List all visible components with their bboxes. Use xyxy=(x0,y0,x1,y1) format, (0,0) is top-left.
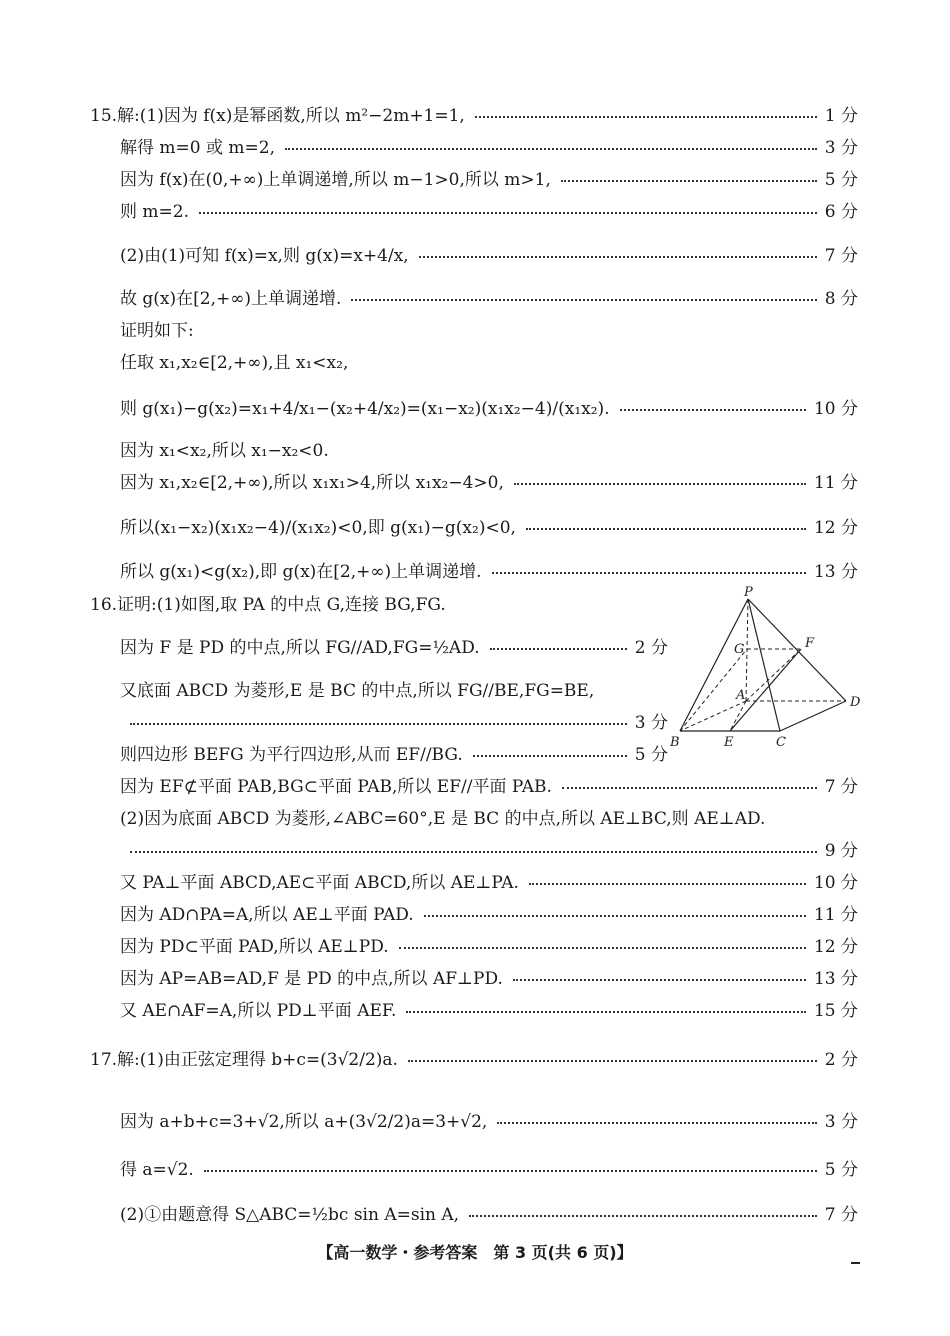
line-15-9: 则 g(x₁)−g(x₂)=x₁+4/x₁−(x₂+4/x₂)=(x₁−x₂)(x₁x₂−4)/(x₁x₂). 10 分 xyxy=(120,398,858,419)
edge-PB xyxy=(680,599,748,731)
line-15-4: 则 m=2. 6 分 xyxy=(120,201,858,222)
label-P: P xyxy=(744,585,753,600)
label-A: A xyxy=(736,688,746,703)
line-16-4: 3 分 xyxy=(120,705,668,735)
line-15-5: (2)由(1)可知 f(x)=x,则 g(x)=x+4/x, 7 分 xyxy=(120,245,858,266)
edge-CD xyxy=(780,701,846,731)
line-16-10: 因为 AD∩PA=A,所以 AE⊥平面 PAD. 11 分 xyxy=(120,904,858,925)
line-17-1: 17.解:(1)由正弦定理得 b+c=(3√2/2)a. 2 分 xyxy=(90,1049,858,1070)
line-16-9: 又 PA⊥平面 ABCD,AE⊂平面 ABCD,所以 AE⊥PA. 10 分 xyxy=(120,872,858,893)
label-D: D xyxy=(850,695,861,710)
line-17-3: 得 a=√2. 5 分 xyxy=(120,1159,858,1180)
label-C: C xyxy=(776,735,786,750)
label-B: B xyxy=(670,735,680,750)
line-15-10: 因为 x₁<x₂,所以 x₁−x₂<0. xyxy=(120,440,329,461)
segment-AF xyxy=(746,649,801,701)
line-15-2: 解得 m=0 或 m=2, 3 分 xyxy=(120,137,858,158)
line-15-11: 因为 x₁,x₂∈[2,+∞),所以 x₁x₁>4,所以 x₁x₂−4>0, 11 分 xyxy=(120,472,858,493)
line-17-2: 因为 a+b+c=3+√2,所以 a+(3√2/2)a=3+√2, 3 分 xyxy=(120,1111,858,1132)
line-16-1: 16.证明:(1)如图,取 PA 的中点 G,连接 BG,FG. xyxy=(90,594,446,615)
page-footer: 【高一数学・参考答案 第 3 页(共 6 页)】 xyxy=(317,1243,633,1262)
line-16-5: 则四边形 BEFG 为平行四边形,从而 EF//BG. 5 分 xyxy=(120,744,668,765)
label-G: G xyxy=(734,642,745,657)
line-17-4: (2)①由题意得 S△ABC=½bc sin A=sin A, 7 分 xyxy=(120,1204,858,1225)
edge-AB xyxy=(680,701,746,731)
line-15-13: 所以 g(x₁)<g(x₂),即 g(x)在[2,+∞)上单调递增. 13 分 xyxy=(120,561,858,582)
line-15-6: 故 g(x)在[2,+∞)上单调递增. 8 分 xyxy=(120,288,858,309)
line-16-13: 又 AE∩AF=A,所以 PD⊥平面 AEF. 15 分 xyxy=(120,1000,858,1021)
line-16-7: (2)因为底面 ABCD 为菱形,∠ABC=60°,E 是 BC 的中点,所以 AE⊥BC,则 AE⊥AD. xyxy=(120,808,766,829)
line-15-7: 证明如下: xyxy=(120,320,194,341)
label-F: F xyxy=(805,636,815,651)
line-15-8: 任取 x₁,x₂∈[2,+∞),且 x₁<x₂, xyxy=(120,352,349,373)
pyramid-figure xyxy=(668,585,868,755)
line-16-11: 因为 PD⊂平面 PAD,所以 AE⊥PD. 12 分 xyxy=(120,936,858,957)
line-15-1: 15.解:(1)因为 f(x)是幂函数,所以 m²−2m+1=1, 1 分 xyxy=(90,105,858,126)
edge-PA xyxy=(746,599,748,701)
label-E: E xyxy=(724,735,734,750)
line-16-6: 因为 EF⊄平面 PAB,BG⊂平面 PAB,所以 EF//平面 PAB. 7 分 xyxy=(120,776,858,797)
line-16-8: 9 分 xyxy=(120,833,858,863)
line-16-3: 又底面 ABCD 为菱形,E 是 BC 的中点,所以 FG//BE,FG=BE, xyxy=(120,680,595,701)
line-16-12: 因为 AP=AB=AD,F 是 PD 的中点,所以 AF⊥PD. 13 分 xyxy=(120,968,858,989)
corner-mark xyxy=(851,1262,860,1264)
line-15-3: 因为 f(x)在(0,+∞)上单调递增,所以 m−1>0,所以 m>1, 5 分 xyxy=(120,169,858,190)
line-16-2: 因为 F 是 PD 的中点,所以 FG//AD,FG=½AD. 2 分 xyxy=(120,637,668,658)
line-15-12: 所以(x₁−x₂)(x₁x₂−4)/(x₁x₂)<0,即 g(x₁)−g(x₂)<0, 12 分 xyxy=(120,517,858,538)
edge-PC xyxy=(748,599,780,731)
